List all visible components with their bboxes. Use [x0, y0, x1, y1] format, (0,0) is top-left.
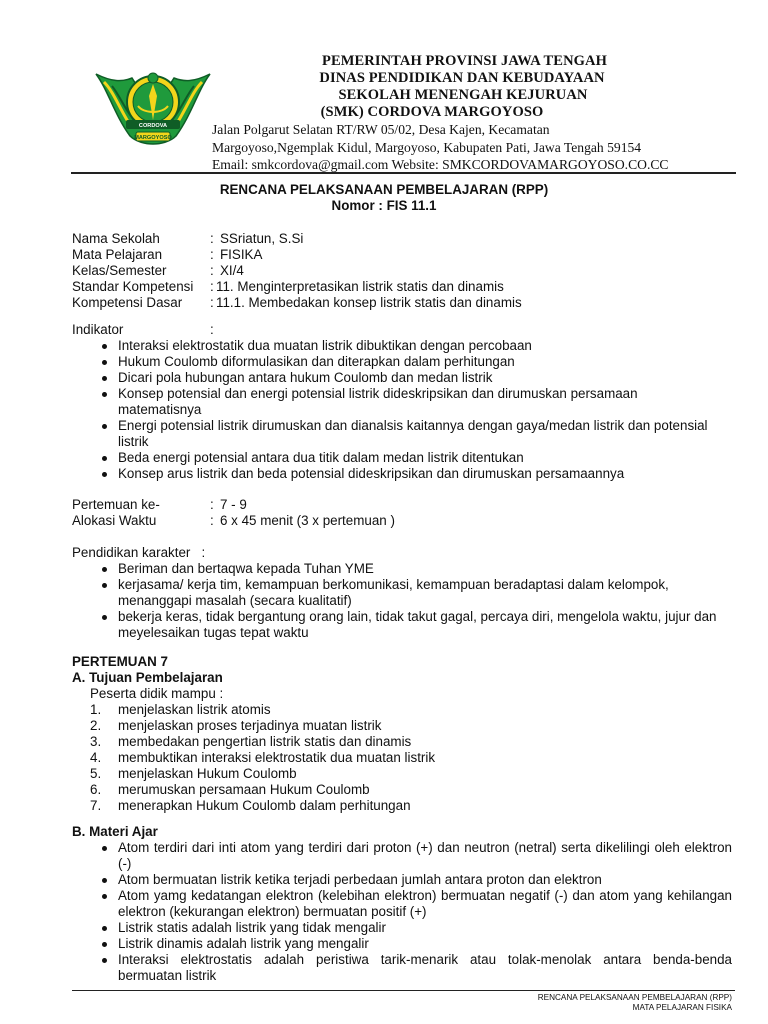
- list-item: Atom terdiri dari inti atom yang terdiri dari proton (+) dan neutron (netral) serta dikelilingi oleh elektron (-): [72, 840, 732, 872]
- list-item: 4. membuktikan interaksi elektrostatik dua muatan listrik: [90, 750, 436, 765]
- footer-line-2: MATA PELAJARAN FISIKA: [632, 1003, 732, 1012]
- school-type-line: SEKOLAH MENENGAH KEJURUAN: [338, 87, 588, 103]
- tujuan-heading: A. Tujuan Pembelajaran: [72, 670, 223, 685]
- indikator-list: [72, 338, 732, 482]
- indikator-label: Indikator: [72, 322, 124, 337]
- list-item: Atom bermuatan listrik ketika terjadi perbedaan jumlah antara proton dan elektron: [72, 872, 732, 888]
- pertemuan-heading: PERTEMUAN 7: [72, 654, 168, 669]
- list-item: Hukum Coulomb diformulasikan dan diterapkan dalam perhitungan: [72, 354, 732, 370]
- list-item: Beda energi potensial antara dua titik dalam medan listrik ditentukan: [72, 450, 732, 466]
- identity-row: Mata Pelajaran : FISIKA: [72, 247, 263, 262]
- identity-row: Nama Sekolah : SSriatun, S.Si: [72, 231, 304, 246]
- contact-line: Email: smkcordova@gmail.com Website: SMKCORDOVAMARGOYOSO.CO.CC: [212, 157, 669, 172]
- document-title: RENCANA PELAKSANAAN PEMBELAJARAN (RPP): [219, 182, 549, 197]
- letterhead-divider: [71, 172, 736, 174]
- identity-row: Standar Kompetensi : 11. Menginterpretasikan listrik statis dan dinamis: [72, 279, 504, 294]
- logo-text-bottom: MARGOYOSO: [134, 135, 172, 141]
- meeting-row: Alokasi Waktu : 6 x 45 menit (3 x pertemuan ): [72, 513, 395, 528]
- identity-block: [72, 231, 522, 311]
- footer-line-1: RENCANA PELAKSANAAN PEMBELAJARAN (RPP): [537, 993, 732, 1002]
- tujuan-intro: Peserta didik mampu :: [90, 686, 224, 701]
- tujuan-list: [72, 702, 435, 814]
- gov-line: PEMERINTAH PROVINSI JAWA TENGAH: [322, 53, 607, 69]
- document-number: Nomor : FIS 11.1: [331, 198, 437, 213]
- pertemuan-7-section: [72, 654, 435, 814]
- list-item: Energi potensial listrik dirumuskan dan dianalsis kaitannya dengan gaya/medan listrik dan potensial listrik: [72, 418, 708, 450]
- list-item: 6. merumuskan persamaan Hukum Coulomb: [90, 782, 370, 797]
- list-item: Listrik statis adalah listrik yang tidak mengalir: [72, 920, 732, 936]
- logo-text-top: CORDOVA: [138, 123, 168, 129]
- identity-row: Kelas/Semester : XI/4: [72, 263, 244, 278]
- letterhead: [212, 53, 712, 174]
- address-line-2: Margoyoso,Ngemplak Kidul, Margoyoso, Kabupaten Pati, Jawa Tengah 59154: [212, 139, 642, 155]
- indikator-section: Indikator : Interaksi elektrostatik dua muatan listrik dibuktikan dengan percobaan Hukum Coulomb diformulasikan dan diterapkan dalam perhitungan Dicari pola hubungan antara hukum Coulomb dan medan listrik Konsep potensial dan energi potensial listrik dideskripsikan dan dirumuskan persamaan matematisnya Energi potensial listrik dirumuskan dan dianalsis kaitannya dengan gaya/medan listrik dan potensial listrik Beda energi potensial antara dua titik dalam medan listrik ditentukan Konsep arus listrik dan beda potensial dideskripsikan dan dirumuskan persamaannya: [72, 322, 732, 482]
- materi-list: [72, 840, 732, 984]
- list-item: Atom yamg kedatangan elektron (kelebihan elektron) bermuatan negatif (-) dan atom yang kehilangan elektron (kekurangan elektron) bermuatan positif (+): [72, 888, 732, 920]
- list-item: Beriman dan bertaqwa kepada Tuhan YME: [72, 561, 732, 577]
- address-line-1: Jalan Polgarut Selatan RT/RW 05/02, Desa Kajen, Kecamatan: [212, 122, 550, 137]
- identity-row: Kompetensi Dasar : 11.1. Membedakan konsep listrik statis dan dinamis: [72, 295, 522, 310]
- school-logo: [90, 48, 216, 148]
- karakter-section: [72, 545, 732, 641]
- list-item: bekerja keras, tidak bergantung orang lain, tidak takut gagal, percaya diri, mengelola waktu, jujur dan meyelesaikan tugas tepat waktu: [72, 609, 732, 641]
- list-item: 2. menjelaskan proses terjadinya muatan listrik: [90, 718, 382, 733]
- footer-divider: [72, 990, 735, 991]
- list-item: 3. membedakan pengertian listrik statis dan dinamis: [90, 734, 412, 749]
- meeting-row: Pertemuan ke- : 7 - 9: [72, 497, 247, 512]
- list-item: Dicari pola hubungan antara hukum Coulomb dan medan listrik: [72, 370, 732, 386]
- list-item: Interaksi elektrostatik dua muatan listrik dibuktikan dengan percobaan: [72, 338, 732, 354]
- list-item: Konsep arus listrik dan beda potensial dideskripsikan dan dirumuskan persamaannya: [72, 466, 732, 482]
- dept-line: DINAS PENDIDIKAN DAN KEBUDAYAAN: [319, 70, 605, 86]
- materi-heading: B. Materi Ajar: [72, 824, 158, 839]
- school-name-line: (SMK) CORDOVA MARGOYOSO: [320, 104, 544, 120]
- list-item: kerjasama/ kerja tim, kemampuan berkomunikasi, kemampuan beradaptasi dalam kelompok, menanggapi masalah (secara kualitatif): [72, 577, 730, 609]
- karakter-label: Pendidikan karakter :: [72, 545, 206, 560]
- list-item: Listrik dinamis adalah listrik yang mengalir: [72, 936, 732, 952]
- materi-section: [72, 824, 732, 984]
- meeting-block: [72, 497, 395, 529]
- list-item: 1. menjelaskan listrik atomis: [90, 702, 271, 717]
- karakter-list: [72, 561, 732, 641]
- list-item: Konsep potensial dan energi potensial listrik dideskripsikan dan dirumuskan persamaan matematisnya: [72, 386, 678, 418]
- list-item: Interaksi elektrostatis adalah peristiwa tarik-menarik atau tolak-menolak antara benda-benda bermuatan listrik: [72, 952, 732, 984]
- list-item: 5. menjelaskan Hukum Coulomb: [90, 766, 297, 781]
- list-item: 7. menerapkan Hukum Coulomb dalam perhitungan: [90, 798, 411, 813]
